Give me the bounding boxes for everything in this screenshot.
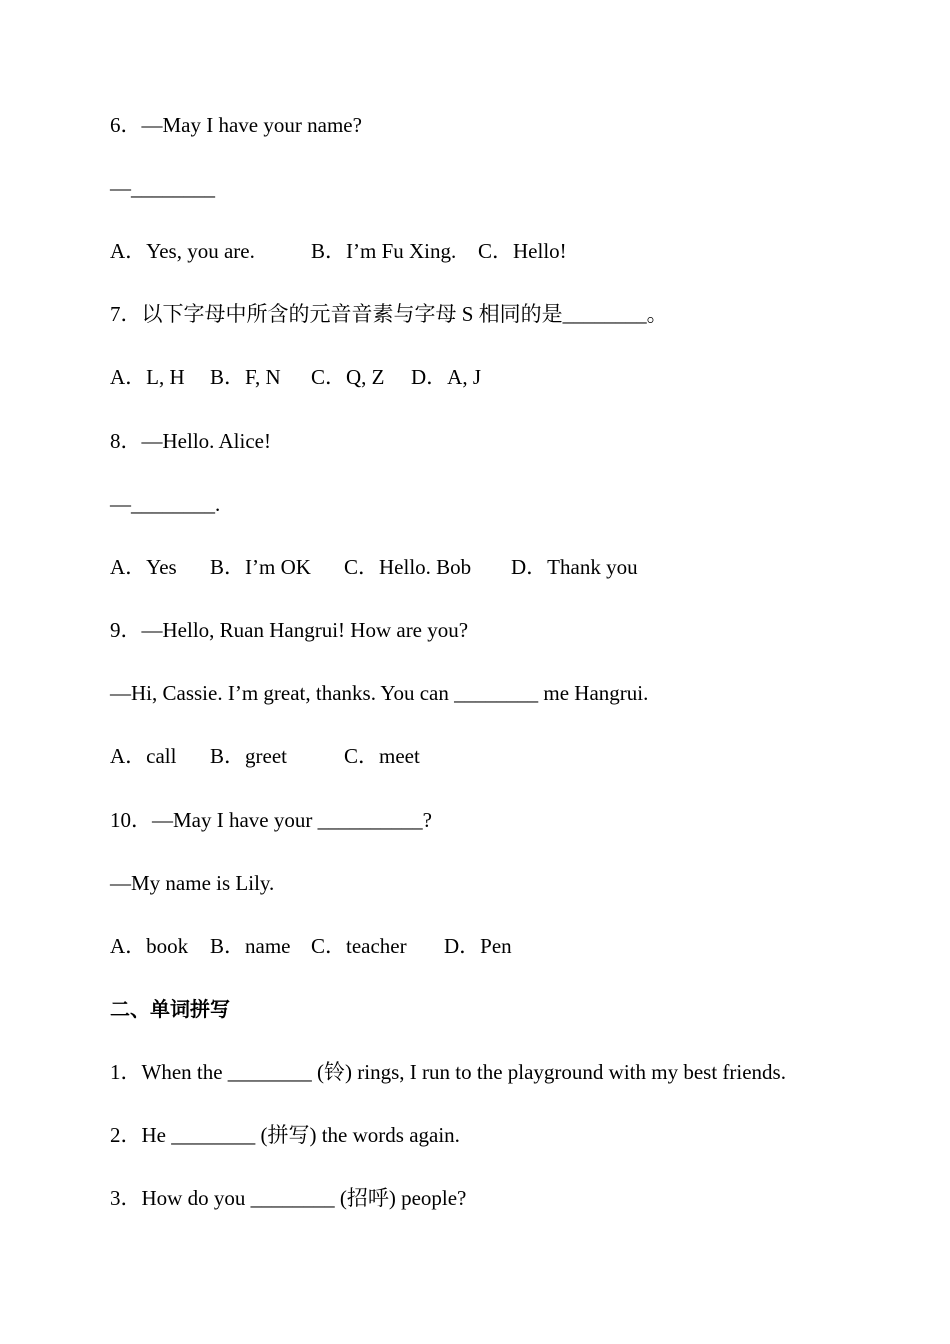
option-b: B．I’m OK xyxy=(210,555,311,579)
option-b: B．I’m Fu Xing. xyxy=(311,239,457,263)
question-6-stem: 6．—May I have your name? xyxy=(110,113,362,137)
question-9-stem: 9．—Hello, Ruan Hangrui! How are you? xyxy=(110,618,469,642)
spelling-item-1: 1．When the ________ (铃) rings, I run to the playground with my best friends. xyxy=(110,1060,786,1084)
option-b: B．greet xyxy=(210,744,287,768)
question-10-answer-line: —My name is Lily. xyxy=(110,871,275,895)
option-c: C．Hello! xyxy=(478,239,567,263)
option-b: B．F, N xyxy=(210,365,281,389)
question-10-stem: 10．—May I have your __________? xyxy=(110,808,432,832)
question-8-stem: 8．—Hello. Alice! xyxy=(110,429,271,453)
option-a: A．Yes xyxy=(110,555,177,579)
option-a: A．call xyxy=(110,744,177,768)
option-d: D．Pen xyxy=(444,934,512,958)
option-a: A．book xyxy=(110,934,189,958)
option-b: B．name xyxy=(210,934,291,958)
option-a: A．Yes, you are. xyxy=(110,239,255,263)
option-c: C．teacher xyxy=(311,934,407,958)
option-a: A．L, H xyxy=(110,365,185,389)
option-c: C．Hello. Bob xyxy=(344,555,472,579)
option-c: C．meet xyxy=(344,744,420,768)
spelling-item-3: 3．How do you ________ (招呼) people? xyxy=(110,1186,467,1210)
option-d: D．A, J xyxy=(411,365,482,389)
question-7-stem: 7．以下字母中所含的元音音素与字母 S 相同的是________。 xyxy=(110,302,668,326)
question-6-answer-line: —________ xyxy=(110,176,215,200)
question-9-answer-line: —Hi, Cassie. I’m great, thanks. You can ________ me Hangrui. xyxy=(110,681,649,705)
option-c: C．Q, Z xyxy=(311,365,385,389)
option-d: D．Thank you xyxy=(511,555,638,579)
section-heading-word-spelling: 二、单词拼写 xyxy=(110,997,230,1021)
question-8-answer-line: —________. xyxy=(110,492,221,516)
spelling-item-2: 2．He ________ (拼写) the words again. xyxy=(110,1123,460,1147)
